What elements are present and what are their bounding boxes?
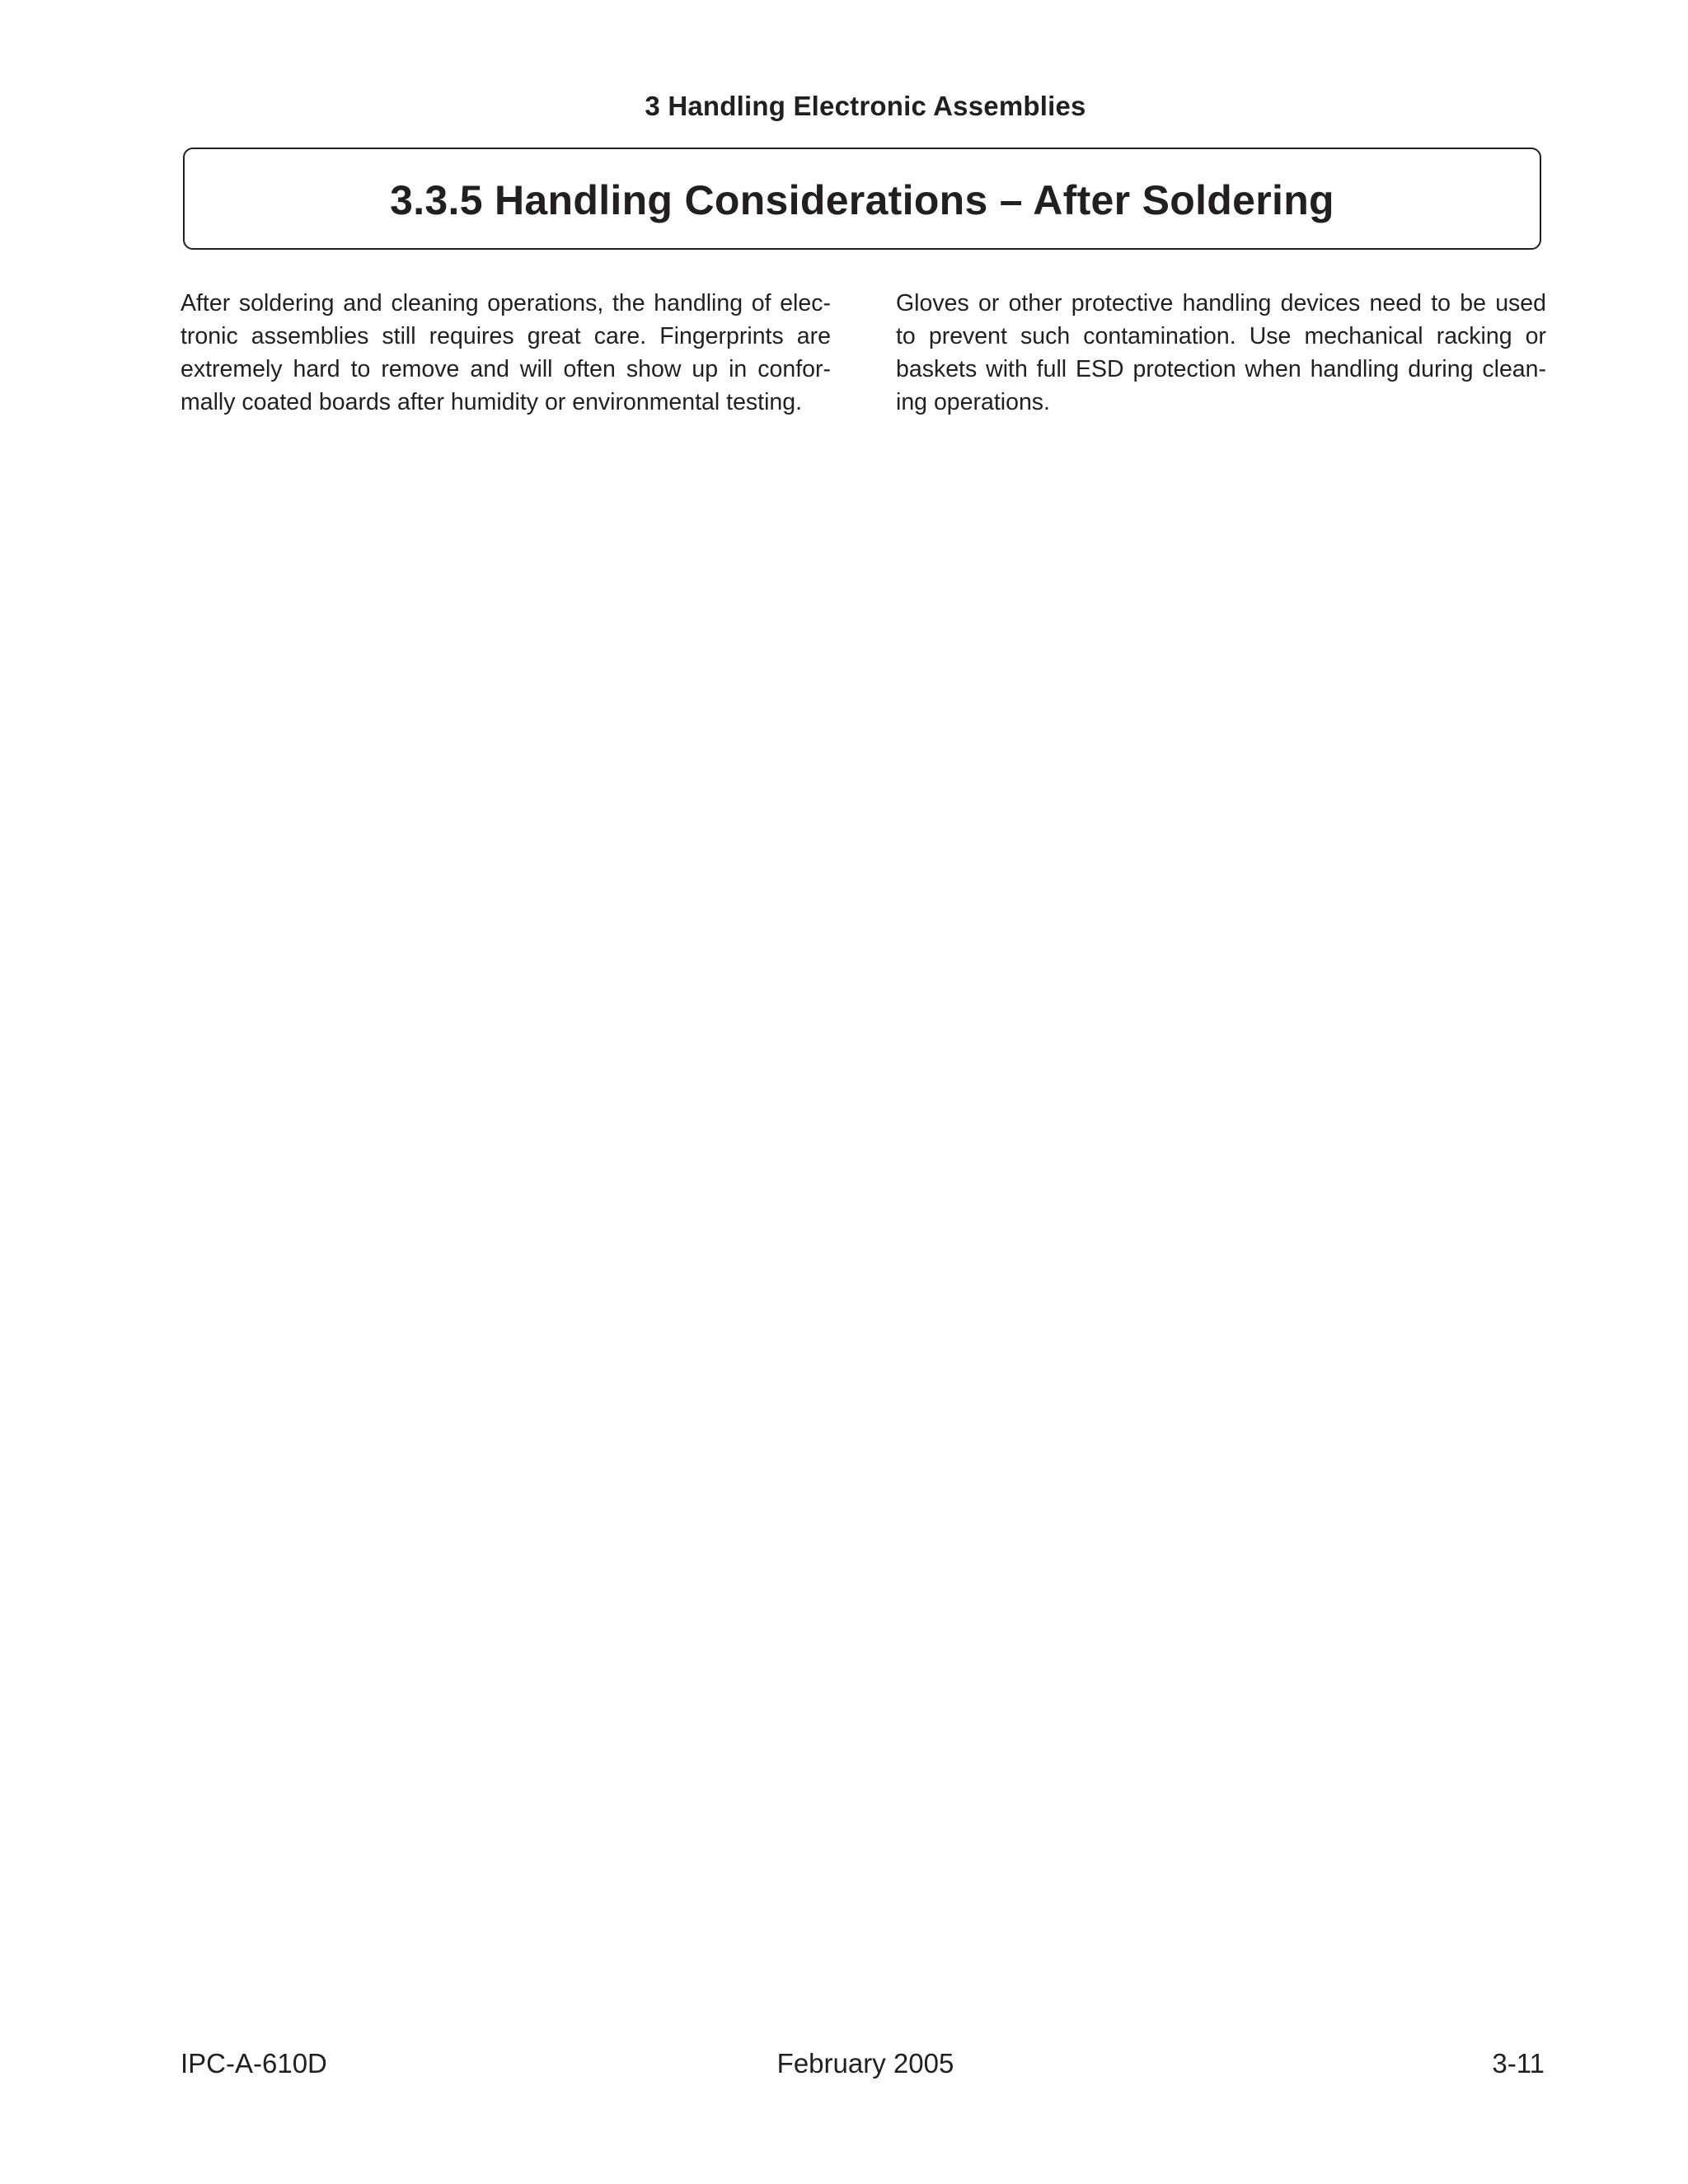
footer-document-id: IPC-A-610D	[181, 2048, 327, 2079]
section-title: 3.3.5 Handling Considerations – After Soldering	[390, 177, 1334, 223]
footer-date: February 2005	[776, 2048, 954, 2079]
footer-page-number: 3-11	[1492, 2048, 1545, 2079]
body-column-right: Gloves or other protective handling devices need to be used to prevent such contamination. Use mechanical racking or baskets with full ESD protection when handling during cleaning operations.	[896, 290, 1546, 415]
section-title-box	[183, 148, 1541, 250]
body-column-left: After soldering and cleaning operations, the handling of electronic assemblies still requires great care. Fingerprints are extremely hard to remove and will often show up in conformally coated boards after humidity or environmental testing.	[181, 290, 831, 415]
running-head: 3 Handling Electronic Assemblies	[645, 91, 1086, 121]
